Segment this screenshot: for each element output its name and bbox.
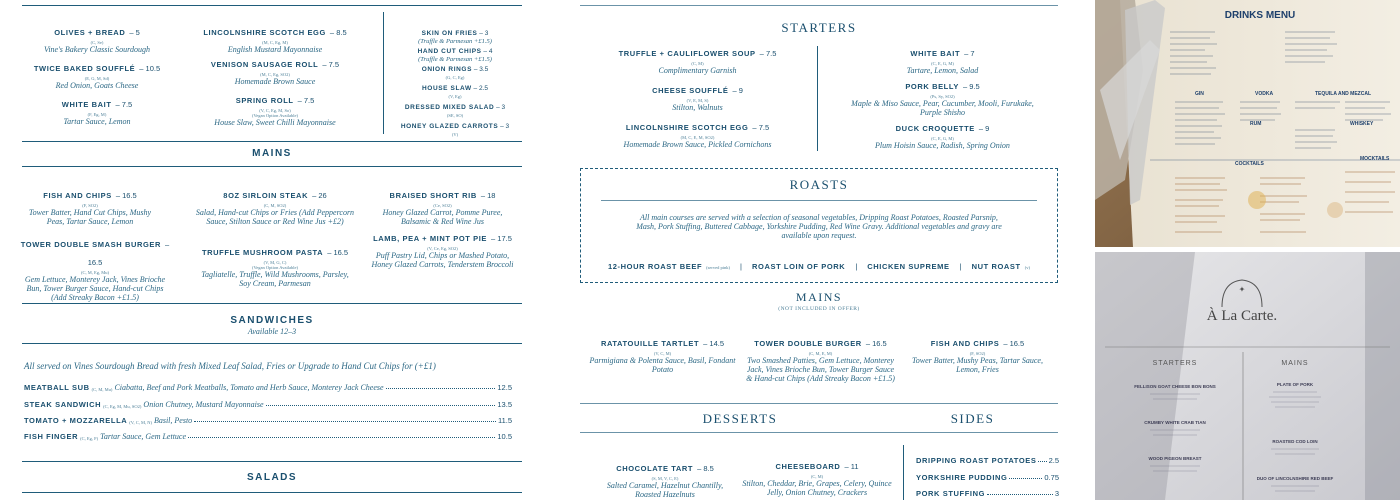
item-desc: (Truffle & Parmesan +£1.5)	[418, 56, 492, 63]
item-price: 4	[488, 48, 493, 55]
lunch-menu-page	[0, 0, 545, 500]
item-desc: Stilton, Walnuts	[672, 103, 723, 112]
section-title-mains: MAINS	[252, 148, 292, 159]
a-la-carte-title: À La Carte.	[1206, 308, 1278, 324]
item-allergens: (V, Eg)	[448, 94, 462, 99]
item-name: TOMATO + MOZZARELLA	[24, 416, 128, 425]
item-price: 14.5	[709, 339, 725, 348]
menu-item: WHITE BAIT – 7 (C, E, G, M) Tartare, Lemon, Salad	[850, 43, 1035, 75]
dot-leader	[266, 405, 496, 406]
item-name: LINCOLNSHIRE SCOTCH EGG	[203, 28, 326, 37]
section-title-desserts: DESSERTS	[702, 411, 778, 426]
dot-leader	[188, 437, 495, 438]
a-la-carte-photo	[1095, 252, 1400, 500]
menu-item: TRUFFLE MUSHROOM PASTA – 16.5 (V, M, G, C) (Vegan Option Available) Tagliatelle, Truffle, Wild Mushrooms, Parsley, Soy Cream, Parmesan	[195, 242, 355, 288]
menu-item: PORK BELLY – 9.5 (Ps, Sy, SO2) Maple & Miso Sauce, Pear, Cucumber, Mooli, Furukake, Purple Shisho	[851, 82, 1034, 117]
item-allergens: (E, G, M, Sd)	[84, 76, 110, 81]
item-name: TRUFFLE + CAULIFLOWER SOUP	[618, 49, 756, 58]
item-desc: Tartare, Lemon, Salad	[906, 66, 979, 75]
dot-leader	[987, 494, 1053, 495]
drinks-menu-photo-image	[1095, 0, 1400, 247]
item-allergens: (Ce, SO2)	[433, 203, 452, 208]
alc-item: WOOD PIGEON BREAST	[1148, 456, 1202, 461]
item-allergens: (V, C, M)	[653, 351, 672, 356]
divider	[22, 166, 522, 167]
drinks-section-rum: RUM	[1250, 121, 1262, 127]
item-desc: Ciabatta, Beef and Pork Meatballs, Tomato and Herb Sauce, Monterey Jack Cheese	[114, 383, 384, 392]
item-name: DRESSED MIXED SALAD	[404, 104, 495, 111]
roast-option: ROAST LOIN OF PORK	[752, 262, 846, 271]
item-desc: Onion Chutney, Mustard Mayonnaise	[143, 400, 264, 409]
menu-item: BRAISED SHORT RIB – 18 (Ce, SO2) Honey Glazed Carrot, Pomme Puree, Balsamic & Red Wine Jus	[370, 185, 515, 226]
roasts-options: 12-HOUR ROAST BEEF (served pink) | ROAST LOIN OF PORK | CHICKEN SUPREME | NUT ROAST (v)	[608, 262, 1030, 271]
item-price: 10.5	[497, 432, 512, 441]
item-price: 16.5	[872, 339, 887, 348]
drinks-menu-photo	[1095, 0, 1400, 247]
item-allergens: (F, Eg, M)	[87, 112, 107, 117]
item-price: 7.5	[328, 60, 340, 69]
item-price: 7.5	[303, 96, 315, 105]
side-row	[916, 489, 1059, 498]
item-desc: Homemade Brown Sauce, Pickled Cornichons	[623, 140, 772, 149]
item-desc: Tower Batter, Mushy Peas, Tartar Sauce, Lemon, Fries	[912, 356, 1043, 374]
roast-note: (served pink)	[706, 265, 731, 270]
item-price: 18	[487, 191, 496, 200]
item-allergens: (S, M, V, C, E)	[651, 476, 679, 481]
item-name: CHEESE SOUFFLÉ	[652, 86, 729, 95]
item-desc: Puff Pastry Lid, Chips or Mashed Potato, Honey Glazed Carrots, Tenderstem Broccoli	[371, 251, 514, 269]
item-allergens: (C, Eg, M, Mu, SO2)	[103, 404, 142, 409]
item-name: DUCK CROQUETTE	[895, 124, 975, 133]
item-name: WHITE BAIT	[910, 49, 961, 58]
item-price: 2.5	[1048, 456, 1059, 465]
column-divider	[817, 46, 818, 151]
menu-item: TRUFFLE + CAULIFLOWER SOUP – 7.5 (C, M) Complimentary Garnish	[610, 43, 785, 75]
item-allergens: (C, M)	[810, 474, 824, 479]
menu-item: FISH AND CHIPS – 16.5 (F, SO2) Tower Batter, Mushy Peas, Tartar Sauce, Lemon, Fries	[905, 333, 1050, 374]
item-desc: Salted Caramel, Hazelnut Chantilly, Roasted Hazelnuts	[606, 481, 724, 499]
item-desc: Homemade Brown Sauce	[234, 77, 316, 86]
item-price: 2.5	[478, 85, 488, 92]
item-price: 8.5	[336, 28, 347, 37]
divider	[22, 461, 522, 462]
item-desc: Tower Batter, Hand Cut Chips, Mushy Peas, Tartar Sauce, Lemon	[28, 208, 152, 226]
menu-item: TOWER DOUBLE BURGER – 16.5 (C, M, E, M) Two Smashed Patties, Gem Lettuce, Monterey Jack, Vines Brioche Bun, Tower Burger Sauce & Hand-cut Chips (Add Streaky Bacon +£1.5)	[743, 333, 898, 383]
divider	[580, 432, 1058, 433]
item-price: 7.5	[765, 49, 777, 58]
item-name: PORK BELLY	[905, 82, 959, 91]
item-note: (Vegan Option Available)	[252, 265, 298, 270]
item-name: LAMB, PEA + MINT POT PIE	[373, 234, 488, 243]
item-name: BRAISED SHORT RIB	[389, 191, 477, 200]
item-name: HAND CUT CHIPS	[417, 48, 482, 55]
divider	[22, 5, 522, 6]
divider	[580, 5, 1058, 6]
item-allergens: (V, Ce, Eg, SO2)	[427, 246, 458, 251]
star-icon: ✦	[1238, 285, 1246, 294]
item-desc: House Slaw, Sweet Chilli Mayonnaise	[214, 118, 336, 127]
item-price: 17.5	[497, 234, 512, 243]
item-name: STEAK SANDWICH	[24, 400, 102, 409]
item-desc: Stilton, Cheddar, Brie, Grapes, Celery, Quince Jelly, Onion Chutney, Crackers	[742, 479, 892, 497]
menu-item: LAMB, PEA + MINT POT PIE – 17.5 (V, Ce, Eg, SO2) Puff Pastry Lid, Chips or Mashed Potato, Honey Glazed Carrots, Tenderstem Broccoli	[365, 228, 520, 269]
item-allergens: (V, C, M, N)	[129, 420, 152, 425]
item-desc: Honey Glazed Carrot, Pomme Puree, Balsamic & Red Wine Jus	[382, 208, 503, 226]
dot-leader	[386, 388, 496, 389]
item-price: 10.5	[145, 64, 161, 73]
side-row	[916, 456, 1059, 465]
item-name: FISH FINGER	[24, 432, 79, 441]
item-allergens: (F, SO2)	[82, 203, 98, 208]
alc-item: PLATE OF PORK	[1276, 382, 1314, 387]
item-name: SKIN ON FRIES	[421, 30, 478, 37]
item-allergens: (Ps, Sy, SO2)	[930, 94, 955, 99]
divider	[22, 141, 522, 142]
alc-item: CRUMBY WHITE CRAB TIAN	[1144, 420, 1206, 425]
item-desc: English Mustard Mayonnaise	[227, 45, 323, 54]
item-allergens: (C, M)	[691, 61, 704, 66]
drinks-section-mocktails: MOCKTAILS	[1360, 156, 1390, 162]
item-allergens: (F, SO2)	[969, 351, 986, 356]
item-price: 9	[985, 124, 990, 133]
item-name: TOWER DOUBLE SMASH BURGER	[20, 240, 162, 249]
item-desc: (Truffle & Parmesan +£1.5)	[418, 38, 492, 45]
item-desc: Salad, Hand-cut Chips or Fries (Add Peppercorn Sauce, Stilton Sauce or Red Wine Jus +£2)	[195, 208, 355, 226]
item-price: 11	[850, 462, 859, 471]
menu-item: DUCK CROQUETTE – 9 (C, E, G, M) Plum Hoisin Sauce, Radish, Spring Onion	[850, 118, 1035, 150]
item-name: VENISON SAUSAGE ROLL	[210, 60, 319, 69]
sandwich-row	[24, 432, 512, 441]
item-price: 7	[970, 49, 975, 58]
alc-item: FELLISON GOAT CHEESE BON BONS	[1134, 384, 1216, 389]
section-subtitle: (NOT INCLUDED IN OFFER)	[778, 306, 860, 312]
item-price: 12.5	[497, 383, 512, 392]
item-desc: Red Onion, Goats Cheese	[55, 81, 139, 90]
sandwich-row	[24, 383, 512, 392]
item-price: 16.5	[122, 191, 137, 200]
item-allergens: (C, Se)	[90, 40, 104, 45]
item-price: 11.5	[497, 416, 512, 425]
sandwich-row	[24, 416, 512, 425]
roast-note: (v)	[1024, 265, 1030, 270]
section-title-roasts: ROASTS	[789, 177, 849, 192]
menu-item: LINCOLNSHIRE SCOTCH EGG – 8.5 (M, C, Eg, M) English Mustard Mayonnaise	[185, 22, 365, 54]
item-note: (Vegan Option Available)	[252, 113, 298, 118]
item-allergens: (SE, SO)	[446, 113, 464, 118]
section-title-starters: STARTERS	[781, 20, 857, 35]
item-price: 13.5	[497, 400, 512, 409]
item-desc: Tartar Sauce, Gem Lettuce	[100, 432, 187, 441]
item-name: MEATBALL SUB	[24, 383, 90, 392]
item-name: ONION RINGS	[421, 66, 473, 73]
menu-item: CHEESEBOARD – 11 (C, M) Stilton, Cheddar, Brie, Grapes, Celery, Quince Jelly, Onion Chutney, Crackers	[742, 462, 892, 497]
item-name: SPRING ROLL	[235, 96, 294, 105]
roast-option: 12-HOUR ROAST BEEF	[608, 262, 703, 271]
item-name: WHITE BAIT	[61, 100, 112, 109]
item-allergens: (V, E, M, S)	[686, 98, 709, 103]
alc-item: DUO OF LINCOLNSHIRE RED BEEF	[1256, 476, 1334, 481]
menu-item: CHOCOLATE TART – 8.5 (S, M, V, C, E) Salted Caramel, Hazelnut Chantilly, Roasted Hazelnuts	[595, 458, 735, 499]
menu-item: 8OZ SIRLOIN STEAK – 26 (C, M, SO2) Salad, Hand-cut Chips or Fries (Add Peppercorn Sauce, Stilton Sauce or Red Wine Jus +£2)	[190, 185, 360, 226]
item-desc: Two Smashed Patties, Gem Lettuce, Monterey Jack, Vines Brioche Bun, Tower Burger Sauce & Hand-cut Chips (Add Streaky Bacon +£1.5)	[746, 356, 895, 383]
item-name: HOUSE SLAW	[422, 85, 472, 92]
menu-item: SPRING ROLL – 7.5 (V, C, Eg, M, So) (Vegan Option Available) House Slaw, Sweet Chilli Mayonnaise	[185, 90, 365, 127]
item-desc: Gem Lettuce, Monterey Jack, Vines Brioche Bun, Tower Burger Sauce, Hand-cut Chips (Add Streaky Bacon +£1.5)	[24, 275, 166, 302]
item-name: FISH AND CHIPS	[43, 191, 112, 200]
section-title-sides: SIDES	[950, 411, 995, 426]
menu-item: WHITE BAIT – 7.5 (F, Eg, M) Tartar Sauce, Lemon	[22, 94, 172, 126]
item-desc: Parmigiana & Polenta Sauce, Basil, Fondant Potato	[589, 356, 736, 374]
section-title-salads: SALADS	[246, 472, 298, 483]
item-price: 8.5	[703, 464, 714, 473]
item-allergens: (V, C, Eg, M, So)	[259, 108, 291, 113]
item-price: 9	[738, 86, 743, 95]
item-allergens: (C, M, Eg, Mu)	[81, 270, 109, 275]
drinks-section-tequila: TEQUILA AND MEZCAL	[1315, 91, 1372, 97]
item-allergens: (C, Eg, F)	[80, 436, 99, 441]
divider	[580, 403, 1058, 404]
item-name: HONEY GLAZED CARROTS	[400, 123, 499, 130]
menu-item: LINCOLNSHIRE SCOTCH EGG – 7.5 (M, C, E, M, SO2) Homemade Brown Sauce, Pickled Cornichons	[610, 117, 785, 149]
item-desc: Basil, Pesto	[153, 416, 193, 425]
item-price: 9.5	[969, 82, 980, 91]
item-name: TRUFFLE MUSHROOM PASTA	[201, 248, 324, 257]
item-allergens: (G, C, Eg)	[445, 75, 465, 80]
column-divider	[383, 12, 384, 134]
menu-item: TOWER DOUBLE SMASH BURGER – 16.5 (C, M, Eg, Mu) Gem Lettuce, Monterey Jack, Vines Brioche Bun, Tower Burger Sauce, Hand-cut Chips (Add Streaky Bacon +£1.5)	[20, 240, 170, 302]
item-allergens: (M, C, Eg, SO2)	[260, 72, 290, 77]
item-price: 26	[318, 191, 327, 200]
item-allergens: (C, M, SO2)	[263, 203, 287, 208]
menu-item: CHEESE SOUFFLÉ – 9 (V, E, M, S) Stilton, Walnuts	[610, 80, 785, 112]
item-price: 16.5	[333, 248, 349, 257]
drinks-section-vodka: VODKA	[1255, 91, 1274, 97]
item-name: TWICE BAKED SOUFFLÉ	[33, 64, 136, 73]
drinks-section-cocktails: COCKTAILS	[1235, 161, 1264, 167]
menu-item: FISH AND CHIPS – 16.5 (F, SO2) Tower Batter, Hand Cut Chips, Mushy Peas, Tartar Sauce, Lemon	[20, 185, 160, 226]
menu-item: RATATOUILLE TARTLET – 14.5 (V, C, M) Parmigiana & Polenta Sauce, Basil, Fondant Potato	[585, 333, 740, 374]
item-name: DRIPPING ROAST POTATOES	[916, 456, 1037, 465]
item-allergens: (V, M, G, C)	[263, 260, 287, 265]
item-name: PORK STUFFING	[916, 489, 986, 498]
dot-leader	[1009, 478, 1042, 479]
sides-list: SKIN ON FRIES – 3 (Truffle & Parmesan +£1.5) HAND CUT CHIPS – 4 (Truffle & Parmesan +£1.5) ONION RINGS – 3.5 (G, C, Eg) HOUSE SLAW – 2.5 (V, Eg) DRESSED MIXED SALAD – 3 (SE, SO) HONEY GLAZED CARROTS – 3 (V)	[395, 27, 515, 139]
section-subtitle: Available 12–3	[247, 327, 297, 336]
column-divider	[903, 445, 904, 500]
section-title-mains: MAINS	[795, 290, 843, 304]
menu-item: VENISON SAUSAGE ROLL – 7.5 (M, C, Eg, SO2) Homemade Brown Sauce	[185, 54, 365, 86]
roast-option: NUT ROAST	[971, 262, 1021, 271]
item-name: TOWER DOUBLE BURGER	[754, 339, 862, 348]
sandwich-row	[24, 400, 512, 409]
drinks-section-whiskey: WHISKEY	[1350, 121, 1374, 127]
roasts-description: All main courses are served with a selection of seasonal vegetables, Dripping Roast Potatoes, Roasted Parsnip, Mash, Pork Stuffing, Buttered Cabbage, Yorkshire Pudding, Red Wine Gravy. Additional vegetables and gravy are available upon request.	[636, 213, 1002, 240]
item-allergens: (M, C, Eg, M)	[262, 40, 288, 45]
side-row	[916, 473, 1059, 482]
drinks-section-gin: GIN	[1195, 91, 1204, 97]
item-name: LINCOLNSHIRE SCOTCH EGG	[625, 123, 749, 132]
section-title-sandwiches: SANDWICHES	[230, 315, 314, 326]
alc-section-mains: MAINS	[1281, 360, 1309, 367]
menu-item: OLIVES + BREAD – 5 (C, Se) Vine's Bakery Classic Sourdough	[22, 22, 172, 54]
item-name: CHOCOLATE TART	[616, 464, 694, 473]
item-desc: Tagliatelle, Truffle, Wild Mushrooms, Parsley, Soy Cream, Parmesan	[201, 270, 349, 288]
dot-leader	[1038, 461, 1046, 462]
divider	[22, 303, 522, 304]
item-allergens: (C, E, G, M)	[931, 61, 954, 66]
item-desc: Maple & Miso Sauce, Pear, Cucumber, Mooli, Furukake, Purple Shisho	[851, 99, 1034, 117]
item-price: 3	[501, 104, 506, 111]
item-price: 3	[484, 30, 489, 37]
alc-section-starters: STARTERS	[1152, 360, 1198, 367]
item-name: RATATOUILLE TARTLET	[600, 339, 700, 348]
alc-item: ROASTED COD LOIN	[1272, 439, 1318, 444]
divider	[601, 200, 1037, 201]
item-price: 16.5	[1009, 339, 1025, 348]
item-price: 16.5	[87, 258, 103, 267]
item-name: YORKSHIRE PUDDING	[916, 473, 1008, 482]
divider	[22, 343, 522, 344]
item-price: 3	[505, 123, 510, 130]
item-allergens: (C, M, Mu)	[91, 387, 113, 392]
sandwiches-intro: All served on Vines Sourdough Bread with fresh Mixed Leaf Salad, Fries or Upgrade to Hand Cut Chips for (+£1)	[24, 361, 436, 371]
item-name: 8OZ SIRLOIN STEAK	[223, 191, 309, 200]
item-name: OLIVES + BREAD	[54, 28, 126, 37]
roast-option: CHICKEN SUPREME	[867, 262, 950, 271]
item-price: 3.5	[479, 66, 489, 73]
sunday-menu-page	[560, 0, 1085, 500]
item-name: CHEESEBOARD	[775, 462, 841, 471]
drinks-menu-title: DRINKS MENU	[1224, 10, 1296, 21]
item-desc: Complimentary Garnish	[658, 66, 737, 75]
item-desc: Plum Hoisin Sauce, Radish, Spring Onion	[875, 141, 1010, 150]
item-allergens: (V)	[451, 132, 459, 137]
divider	[22, 492, 522, 493]
roasts-box	[580, 168, 1058, 283]
menu-item: TWICE BAKED SOUFFLÉ – 10.5 (E, G, M, Sd) Red Onion, Goats Cheese	[22, 58, 172, 90]
item-desc: Vine's Bakery Classic Sourdough	[44, 45, 150, 54]
item-price: 3	[1054, 489, 1059, 498]
item-price: 5	[135, 28, 140, 37]
item-allergens: (C, E, G, M)	[931, 136, 954, 141]
a-la-carte-photo-image	[1095, 252, 1400, 500]
item-name: FISH AND CHIPS	[930, 339, 1000, 348]
item-allergens: (C, M, E, M)	[808, 351, 833, 356]
item-allergens: (M, C, E, M, SO2)	[680, 135, 715, 140]
item-price: 7.5	[758, 123, 770, 132]
dot-leader	[194, 421, 496, 422]
item-desc: Tartar Sauce, Lemon	[63, 117, 131, 126]
item-price: 7.5	[121, 100, 133, 109]
item-price: 0.75	[1044, 473, 1059, 482]
